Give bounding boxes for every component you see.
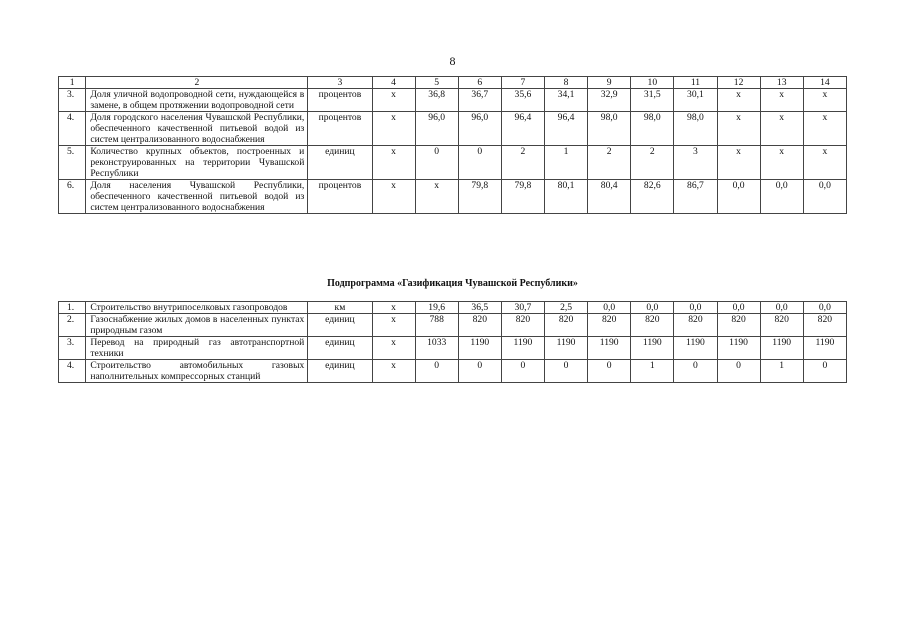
value-cell: х — [717, 89, 760, 112]
value-cell: 0 — [415, 360, 458, 383]
value-cell: х — [372, 314, 415, 337]
value-cell: х — [803, 89, 846, 112]
row-number: 2. — [59, 314, 86, 337]
unit-cell: единиц — [308, 337, 372, 360]
value-cell: 80,1 — [545, 180, 588, 214]
row-number: 5. — [59, 146, 86, 180]
value-cell: 1190 — [631, 337, 674, 360]
value-cell: 0,0 — [717, 302, 760, 314]
value-cell: 3 — [674, 146, 717, 180]
value-cell: 1190 — [588, 337, 631, 360]
indicator-name: Газоснабжение жилых домов в населенных пунктах природным газом — [86, 314, 308, 337]
row-number: 4. — [59, 112, 86, 146]
column-number: 5 — [415, 77, 458, 89]
table-row — [59, 89, 847, 112]
value-cell: 2 — [588, 146, 631, 180]
row-number: 6. — [59, 180, 86, 214]
value-cell: 2,5 — [545, 302, 588, 314]
indicator-name: Строительство внутрипоселковых газопроводов — [86, 302, 308, 314]
value-cell: 98,0 — [588, 112, 631, 146]
value-cell: 820 — [674, 314, 717, 337]
value-cell: 820 — [717, 314, 760, 337]
column-number: 11 — [674, 77, 717, 89]
value-cell: 1190 — [501, 337, 544, 360]
unit-cell: единиц — [308, 146, 372, 180]
value-cell: 0,0 — [803, 302, 846, 314]
value-cell: 1190 — [674, 337, 717, 360]
value-cell: 0 — [674, 360, 717, 383]
value-cell: 32,9 — [588, 89, 631, 112]
value-cell: 0,0 — [717, 180, 760, 214]
value-cell: 79,8 — [501, 180, 544, 214]
value-cell: 1190 — [717, 337, 760, 360]
indicator-name: Количество крупных объектов, построенных и реконструированных на территории Чувашской Республики — [86, 146, 308, 180]
unit-cell: процентов — [308, 89, 372, 112]
value-cell: х — [803, 112, 846, 146]
unit-cell: процентов — [308, 180, 372, 214]
column-number: 3 — [308, 77, 372, 89]
value-cell: 31,5 — [631, 89, 674, 112]
table-row — [59, 337, 847, 360]
header-row — [59, 77, 847, 89]
value-cell: 0,0 — [631, 302, 674, 314]
value-cell: 0 — [803, 360, 846, 383]
value-cell: 1190 — [545, 337, 588, 360]
value-cell: 98,0 — [674, 112, 717, 146]
value-cell: х — [372, 89, 415, 112]
column-number: 1 — [59, 77, 86, 89]
indicator-name: Доля населения Чувашской Республики, обеспеченного качественной питьевой водой из систем централизованного водоснабжения — [86, 180, 308, 214]
column-number: 7 — [501, 77, 544, 89]
value-cell: 1190 — [458, 337, 501, 360]
value-cell: 0 — [415, 146, 458, 180]
table-row — [59, 146, 847, 180]
value-cell: 2 — [501, 146, 544, 180]
value-cell: 0,0 — [760, 180, 803, 214]
value-cell: 36,7 — [458, 89, 501, 112]
indicator-name: Строительство автомобильных газовых наполнительных компрессорных станций — [86, 360, 308, 383]
value-cell: х — [803, 146, 846, 180]
column-number: 12 — [717, 77, 760, 89]
value-cell: 820 — [803, 314, 846, 337]
value-cell: 35,6 — [501, 89, 544, 112]
table-row — [59, 314, 847, 337]
subprogram-title: Подпрограмма «Газификация Чувашской Республики» — [327, 278, 578, 289]
unit-cell: км — [308, 302, 372, 314]
value-cell: 820 — [588, 314, 631, 337]
value-cell: 19,6 — [415, 302, 458, 314]
value-cell: 0,0 — [803, 180, 846, 214]
value-cell: 820 — [458, 314, 501, 337]
value-cell: 96,4 — [545, 112, 588, 146]
value-cell: 96,0 — [415, 112, 458, 146]
column-number: 9 — [588, 77, 631, 89]
value-cell: х — [372, 146, 415, 180]
value-cell: 820 — [545, 314, 588, 337]
unit-cell: процентов — [308, 112, 372, 146]
value-cell: 0 — [588, 360, 631, 383]
value-cell: 0 — [545, 360, 588, 383]
indicators-table-gasification — [58, 301, 847, 383]
column-number: 13 — [760, 77, 803, 89]
value-cell: 1190 — [760, 337, 803, 360]
column-number: 10 — [631, 77, 674, 89]
value-cell: х — [372, 337, 415, 360]
column-number: 14 — [803, 77, 846, 89]
value-cell: 0,0 — [760, 302, 803, 314]
value-cell: 79,8 — [458, 180, 501, 214]
indicator-name: Перевод на природный газ автотранспортной техники — [86, 337, 308, 360]
value-cell: 1 — [545, 146, 588, 180]
row-number: 1. — [59, 302, 86, 314]
indicator-name: Доля уличной водопроводной сети, нуждающейся в замене, в общем протяжении водопроводной сети — [86, 89, 308, 112]
value-cell: х — [372, 180, 415, 214]
column-number: 4 — [372, 77, 415, 89]
value-cell: 96,0 — [458, 112, 501, 146]
value-cell: 30,7 — [501, 302, 544, 314]
value-cell: 2 — [631, 146, 674, 180]
value-cell: 0,0 — [588, 302, 631, 314]
value-cell: 0,0 — [674, 302, 717, 314]
value-cell: х — [372, 112, 415, 146]
row-number: 3. — [59, 337, 86, 360]
value-cell: 1033 — [415, 337, 458, 360]
value-cell: х — [717, 146, 760, 180]
indicator-name: Доля городского населения Чувашской Республики, обеспеченного качественной питьевой водой из систем централизованного водоснабжения — [86, 112, 308, 146]
table-row — [59, 180, 847, 214]
value-cell: 34,1 — [545, 89, 588, 112]
column-number: 8 — [545, 77, 588, 89]
row-number: 4. — [59, 360, 86, 383]
table-row — [59, 302, 847, 314]
indicators-table-water — [58, 76, 847, 214]
value-cell: 96,4 — [501, 112, 544, 146]
value-cell: 36,5 — [458, 302, 501, 314]
value-cell: 0 — [717, 360, 760, 383]
value-cell: 1 — [631, 360, 674, 383]
value-cell: 1190 — [803, 337, 846, 360]
value-cell: х — [372, 360, 415, 383]
value-cell: 820 — [760, 314, 803, 337]
value-cell: х — [717, 112, 760, 146]
column-number: 2 — [86, 77, 308, 89]
page-number: 8 — [449, 54, 456, 68]
table-row — [59, 360, 847, 383]
unit-cell: единиц — [308, 360, 372, 383]
value-cell: 98,0 — [631, 112, 674, 146]
value-cell: 36,8 — [415, 89, 458, 112]
value-cell: х — [760, 112, 803, 146]
table-row — [59, 112, 847, 146]
value-cell: 0 — [458, 360, 501, 383]
value-cell: 86,7 — [674, 180, 717, 214]
row-number: 3. — [59, 89, 86, 112]
value-cell: 82,6 — [631, 180, 674, 214]
value-cell: 0 — [501, 360, 544, 383]
value-cell: 820 — [501, 314, 544, 337]
value-cell: х — [760, 89, 803, 112]
value-cell: х — [415, 180, 458, 214]
column-number: 6 — [458, 77, 501, 89]
value-cell: 788 — [415, 314, 458, 337]
value-cell: х — [760, 146, 803, 180]
value-cell: 30,1 — [674, 89, 717, 112]
unit-cell: единиц — [308, 314, 372, 337]
value-cell: х — [372, 302, 415, 314]
value-cell: 820 — [631, 314, 674, 337]
value-cell: 0 — [458, 146, 501, 180]
value-cell: 1 — [760, 360, 803, 383]
value-cell: 80,4 — [588, 180, 631, 214]
